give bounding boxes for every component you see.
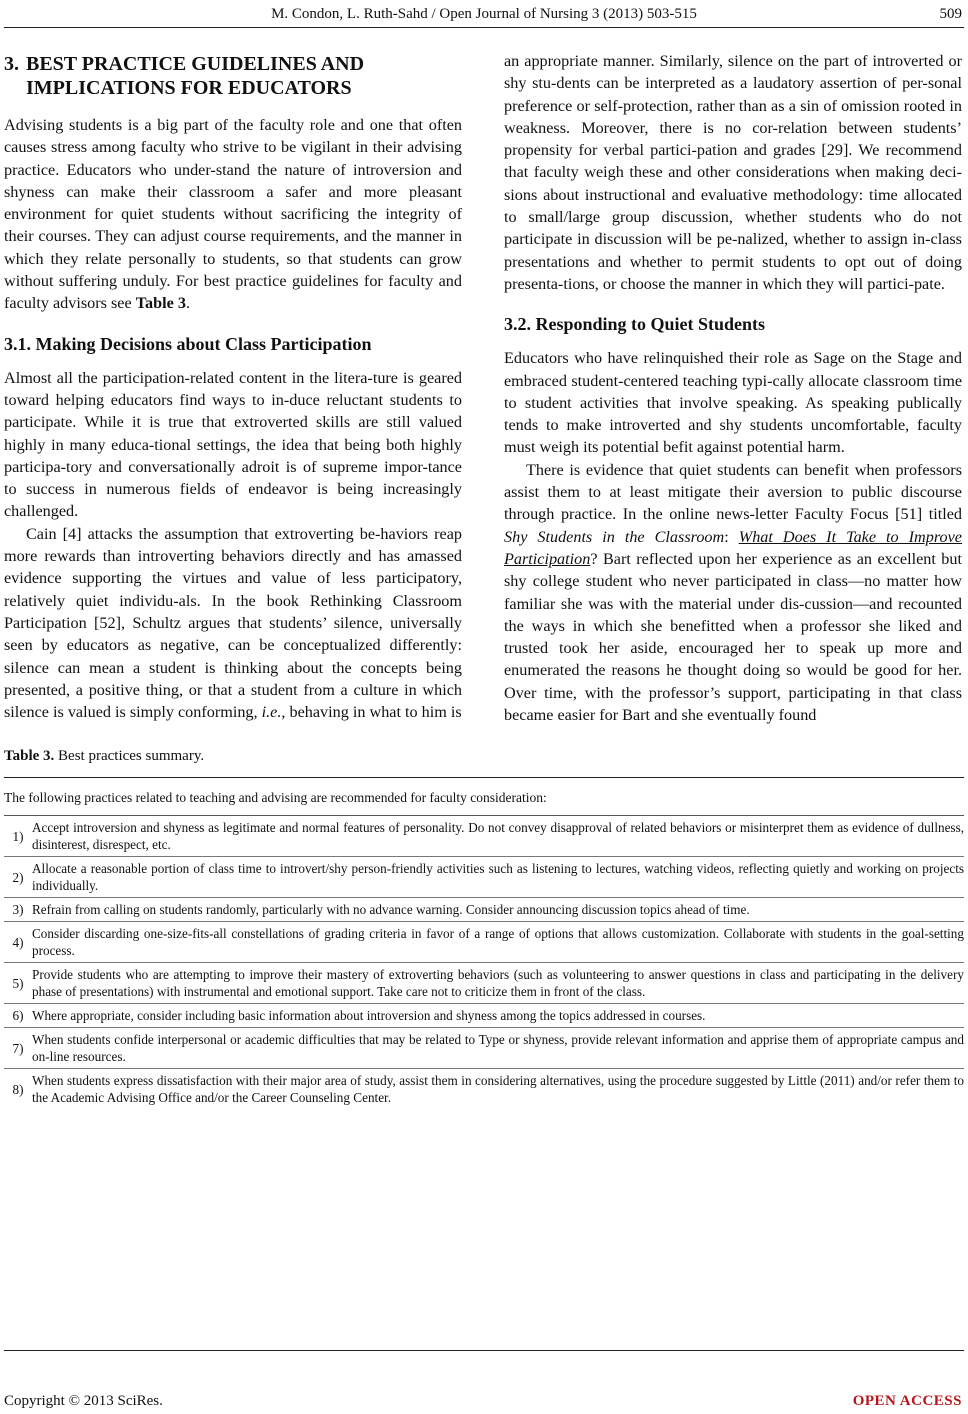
section-3-number: 3. (4, 53, 19, 75)
row-text: Allocate a reasonable portion of class time to introvert/shy person-friendly activities such as listening to lectures, watching videos, reflecting quietly and working on projects individually. (32, 861, 964, 893)
section-3-1-paragraph-2 (4, 523, 462, 724)
section-3-1-paragraph-2-b: , behaving in what to him is (281, 703, 462, 722)
table-row (4, 1003, 964, 1027)
section-3-2-paragraph-1: Educators who have relinquished their role as Sage on the Stage and embraced student-centered teaching typi-cally allocate classroom time to student activities that involve speaking. As speaking publically tends to make introverted and shy students uncomfortable, faculty must weigh its potential befit against potential harm. (504, 349, 962, 457)
table-3-reference-link[interactable]: Table 3 (135, 294, 186, 313)
row-text: When students confide interpersonal or academic difficulties that may be related to Type or shyness, provide relevant information and apprise them of appropriate campus and on-line resources. (32, 1032, 964, 1064)
row-number: 5) (12, 975, 24, 991)
section-3-2-paragraph-2-b: ? Bart reflected upon her experience as an excellent but shy college student who never participated in class—no matter how familiar she was with the material under dis-cussion—and recounted the ways in which she benefitted when a professor she liked and trusted took her aside, encouraged her to speak up more and enumerated the reasons he thought doing so would be good for her. Over time, with the professor’s support, participating in that class became easier for Bart and she eventually found (504, 549, 962, 725)
section-3-2-paragraph-2 (504, 459, 962, 727)
section-3-1-paragraph-2-continued: an appropriate manner. Similarly, silence on the part of introverted or shy stu-dents can be interpreted as a laudatory assertion of per-sonal preference or self-protection, rather than as a sin of omission rooted in weakness. Moreover, there is no cor-relation between students’ propensity for verbal partici-pation and grades [29]. We recommend that faculty weigh these and other considerations when making deci-sions about instructional and evaluative methodology: time allocated to small/large group discussion, whether students who do not participate in discussion will be pe-nalized, whether to assign in-class presentations and whether to permit students to opt out of doing presenta-tions, or choose the manner in which they will partici-pate. (504, 52, 962, 293)
row-number: 6) (12, 1008, 24, 1023)
section-3-title (4, 52, 462, 100)
right-column (504, 50, 962, 726)
newsletter-article-title: Shy Students in the Classroom (504, 527, 725, 546)
copyright-notice: Copyright © 2013 SciRes. (4, 1393, 163, 1409)
table-row (4, 962, 964, 1003)
table-3-caption-text: Best practices summary. (54, 748, 205, 764)
section-3-paragraph-end: . (185, 294, 190, 313)
row-text: Refrain from calling on students randomly, particularly with no advance warning. Consider announcing discussion topics ahead of time. (32, 902, 750, 917)
table-row (4, 815, 964, 856)
section-3-title-line1: BEST PRACTICE GUIDELINES AND (26, 53, 365, 75)
row-text: When students express dissatisfaction with their major area of study, assist them in considering alternatives, using the procedure suggested by Little (2011) and/or refer them to the Academic Advising Office and/or the Career Counseling Center. (32, 1073, 964, 1105)
row-text: Consider discarding one-size-fits-all constellations of grading criteria in favor of a range of options that allows customization. Collaborate with students in the goal-setting process. (32, 926, 964, 958)
row-number: 1) (12, 828, 24, 844)
header-rule (4, 27, 964, 28)
page-number: 509 (939, 6, 962, 22)
table-top-rule (4, 777, 964, 778)
section-3-2-title: 3.2. Responding to Quiet Students (504, 314, 766, 335)
row-text: Provide students who are attempting to improve their mastery of extroverting behaviors (such as volunteering to answer questions in class and participating in the delivery phase of presentations) with instrumental and emotional support. Take care not to criticize them in front of the class. (32, 967, 964, 999)
section-3-1-title: 3.1. Making Decisions about Class Participation (4, 333, 372, 354)
section-3-paragraph-text: Advising students is a big part of the faculty role and one that often causes stress among faculty who strive to be vigilant in their advising practice. Educators who under-stand the nature of introversion and shyness can make their classroom a safer and more pleasant environment for quiet students without sacrificing the integrity of their courses. They can adjust course requirements, and the manner in which they relate personally to students, so that students can grow without suffering unduly. For best practice guidelines for faculty and faculty advisors see (4, 116, 462, 313)
table-bottom-rule (4, 1350, 964, 1351)
row-text: Accept introversion and shyness as legitimate and normal features of personality. Do not convey disapproval of related behaviors or misinterpret them as evidence of dullness, disinterest, disrespect, etc. (32, 820, 964, 852)
row-number: 7) (12, 1040, 24, 1056)
title-colon: : (724, 527, 739, 546)
newsletter-article-subtitle-link[interactable]: What Does It Take to Improve Participation (504, 527, 962, 568)
open-access-badge: OPEN ACCESS (852, 1393, 962, 1409)
section-3-1-paragraph-2-a: Cain [4] attacks the assumption that extroverting be-haviors reap more rewards than introverting behaviors directly and has amassed evidence supporting the virtues and value of less participatory, relatively quiet individu-als. In the book Rethinking Classroom Participation [52], Schultz argues that students’ silence, universally seen by educators as negative, can be conceptualized differently: silence can mean a student is thinking about the concepts being presented, a positive thing, or that a student from a culture in which silence is valued is simply conforming, (4, 524, 462, 722)
section-3-2-paragraph-2-a: There is evidence that quiet students can benefit when professors assist them to at least mitigate their aversion to public discourse through practice. In the online news-letter Faculty Focus [51] titled (504, 460, 962, 524)
table-row (4, 1068, 964, 1109)
table-3-caption (4, 748, 204, 765)
row-number: 4) (12, 934, 24, 950)
table-3-intro: The following practices related to teaching and advising are recommended for faculty consideration: (4, 790, 547, 805)
section-3-title-line2: IMPLICATIONS FOR EDUCATORS (26, 77, 352, 99)
row-number: 3) (12, 902, 24, 917)
table-row (4, 921, 964, 962)
table-row (4, 897, 964, 921)
section-3-1-paragraph-1: Almost all the participation-related content in the litera-ture is geared toward helping educators find ways to in-duce reluctant students to participate. While it is true that extroverted skills are still valued highly in many educa-tional settings, the idea that being both highly participa-tory and conversationally adroit is of supreme impor-tance to success in numerous fields of endeavor is being increasingly challenged. (4, 368, 462, 521)
running-header (0, 6, 968, 28)
ie-abbreviation: i.e. (261, 703, 282, 722)
table-3-caption-label: Table 3. (4, 748, 55, 764)
table-row (4, 856, 964, 897)
section-3-paragraph (4, 114, 462, 315)
running-title: M. Condon, L. Ruth-Sahd / Open Journal of Nursing 3 (2013) 503-515 (271, 6, 697, 22)
left-column (4, 52, 462, 723)
row-text: Where appropriate, consider including basic information about introversion and shyness among the topics addressed in courses. (32, 1008, 706, 1023)
row-number: 8) (12, 1081, 24, 1097)
row-number: 2) (12, 869, 24, 885)
best-practices-table (4, 815, 964, 1109)
table-row (4, 1027, 964, 1068)
